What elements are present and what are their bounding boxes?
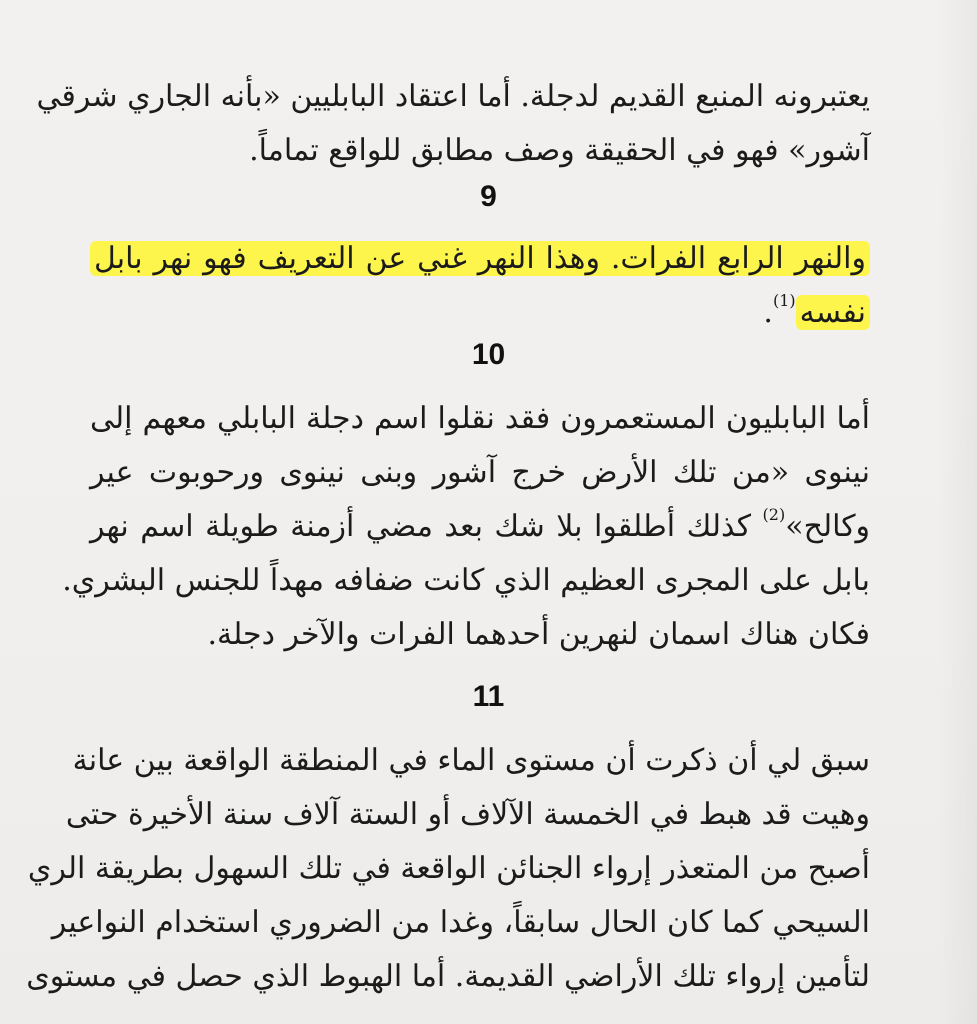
text-line: آشور» فهو في الحقيقة وصف مطابق للواقع تماماً. <box>249 133 870 168</box>
text-line: وهيت قد هبط في الخمسة الآلاف أو الستة آلاف سنة الأخيرة حتى <box>65 797 870 832</box>
text-fragment: وكالح» <box>785 509 870 544</box>
intro-paragraph <box>36 70 870 178</box>
highlighted-text <box>796 295 870 330</box>
footnote-marker: (1) <box>772 291 796 310</box>
text-line: أما البابليون المستعمرون فقد نقلوا اسم دجلة البابلي معهم إلى <box>90 401 870 436</box>
page-spine-shadow <box>937 0 977 1024</box>
text-line: السيحي كما كان الحال سابقاً، وغدا من الضروري استخدام النواعير <box>51 905 870 940</box>
section-10-paragraph <box>62 392 870 662</box>
text-line <box>90 232 870 286</box>
text-line: بابل على المجرى العظيم الذي كانت ضفافه مهداً للجنس البشري. <box>62 563 870 598</box>
text-line: أصبح من المتعذر إرواء الجنائن الواقعة في تلك السهول بطريقة الري <box>27 851 870 886</box>
text-line: لتأمين إرواء تلك الأراضي القديمة. أما الهبوط الذي حصل في مستوى <box>26 959 870 994</box>
section-number: 11 <box>472 680 505 713</box>
text-line: نينوى «من تلك الأرض خرج آشور وبنى نينوى ورحوبوت عير <box>90 455 870 490</box>
sentence-period: . <box>763 295 773 330</box>
text-fragment: كذلك أطلقوا بلا شك بعد مضي أزمنة طويلة اسم نهر <box>90 509 763 544</box>
section-9-paragraph <box>90 232 870 340</box>
section-number: 10 <box>471 338 506 371</box>
section-11-paragraph <box>26 734 870 1004</box>
text-line: يعتبرونه المنبع القديم لدجلة. أما اعتقاد البابليين «بأنه الجاري شرقي <box>36 79 870 114</box>
highlighted-text: والنهر الرابع الفرات. وهذا النهر غني عن التعريف فهو نهر بابل <box>90 241 870 276</box>
text-line: سبق لي أن ذكرت أن مستوى الماء في المنطقة الواقعة بين عانة <box>72 743 870 778</box>
text-line: فكان هناك اسمان لنهرين أحدهما الفرات والآخر دجلة. <box>207 617 870 652</box>
highlighted-word: نفسه <box>799 295 866 330</box>
section-number: 9 <box>480 180 497 213</box>
text-line <box>90 286 870 340</box>
text-line <box>90 500 870 554</box>
footnote-marker: (2) <box>762 505 786 524</box>
